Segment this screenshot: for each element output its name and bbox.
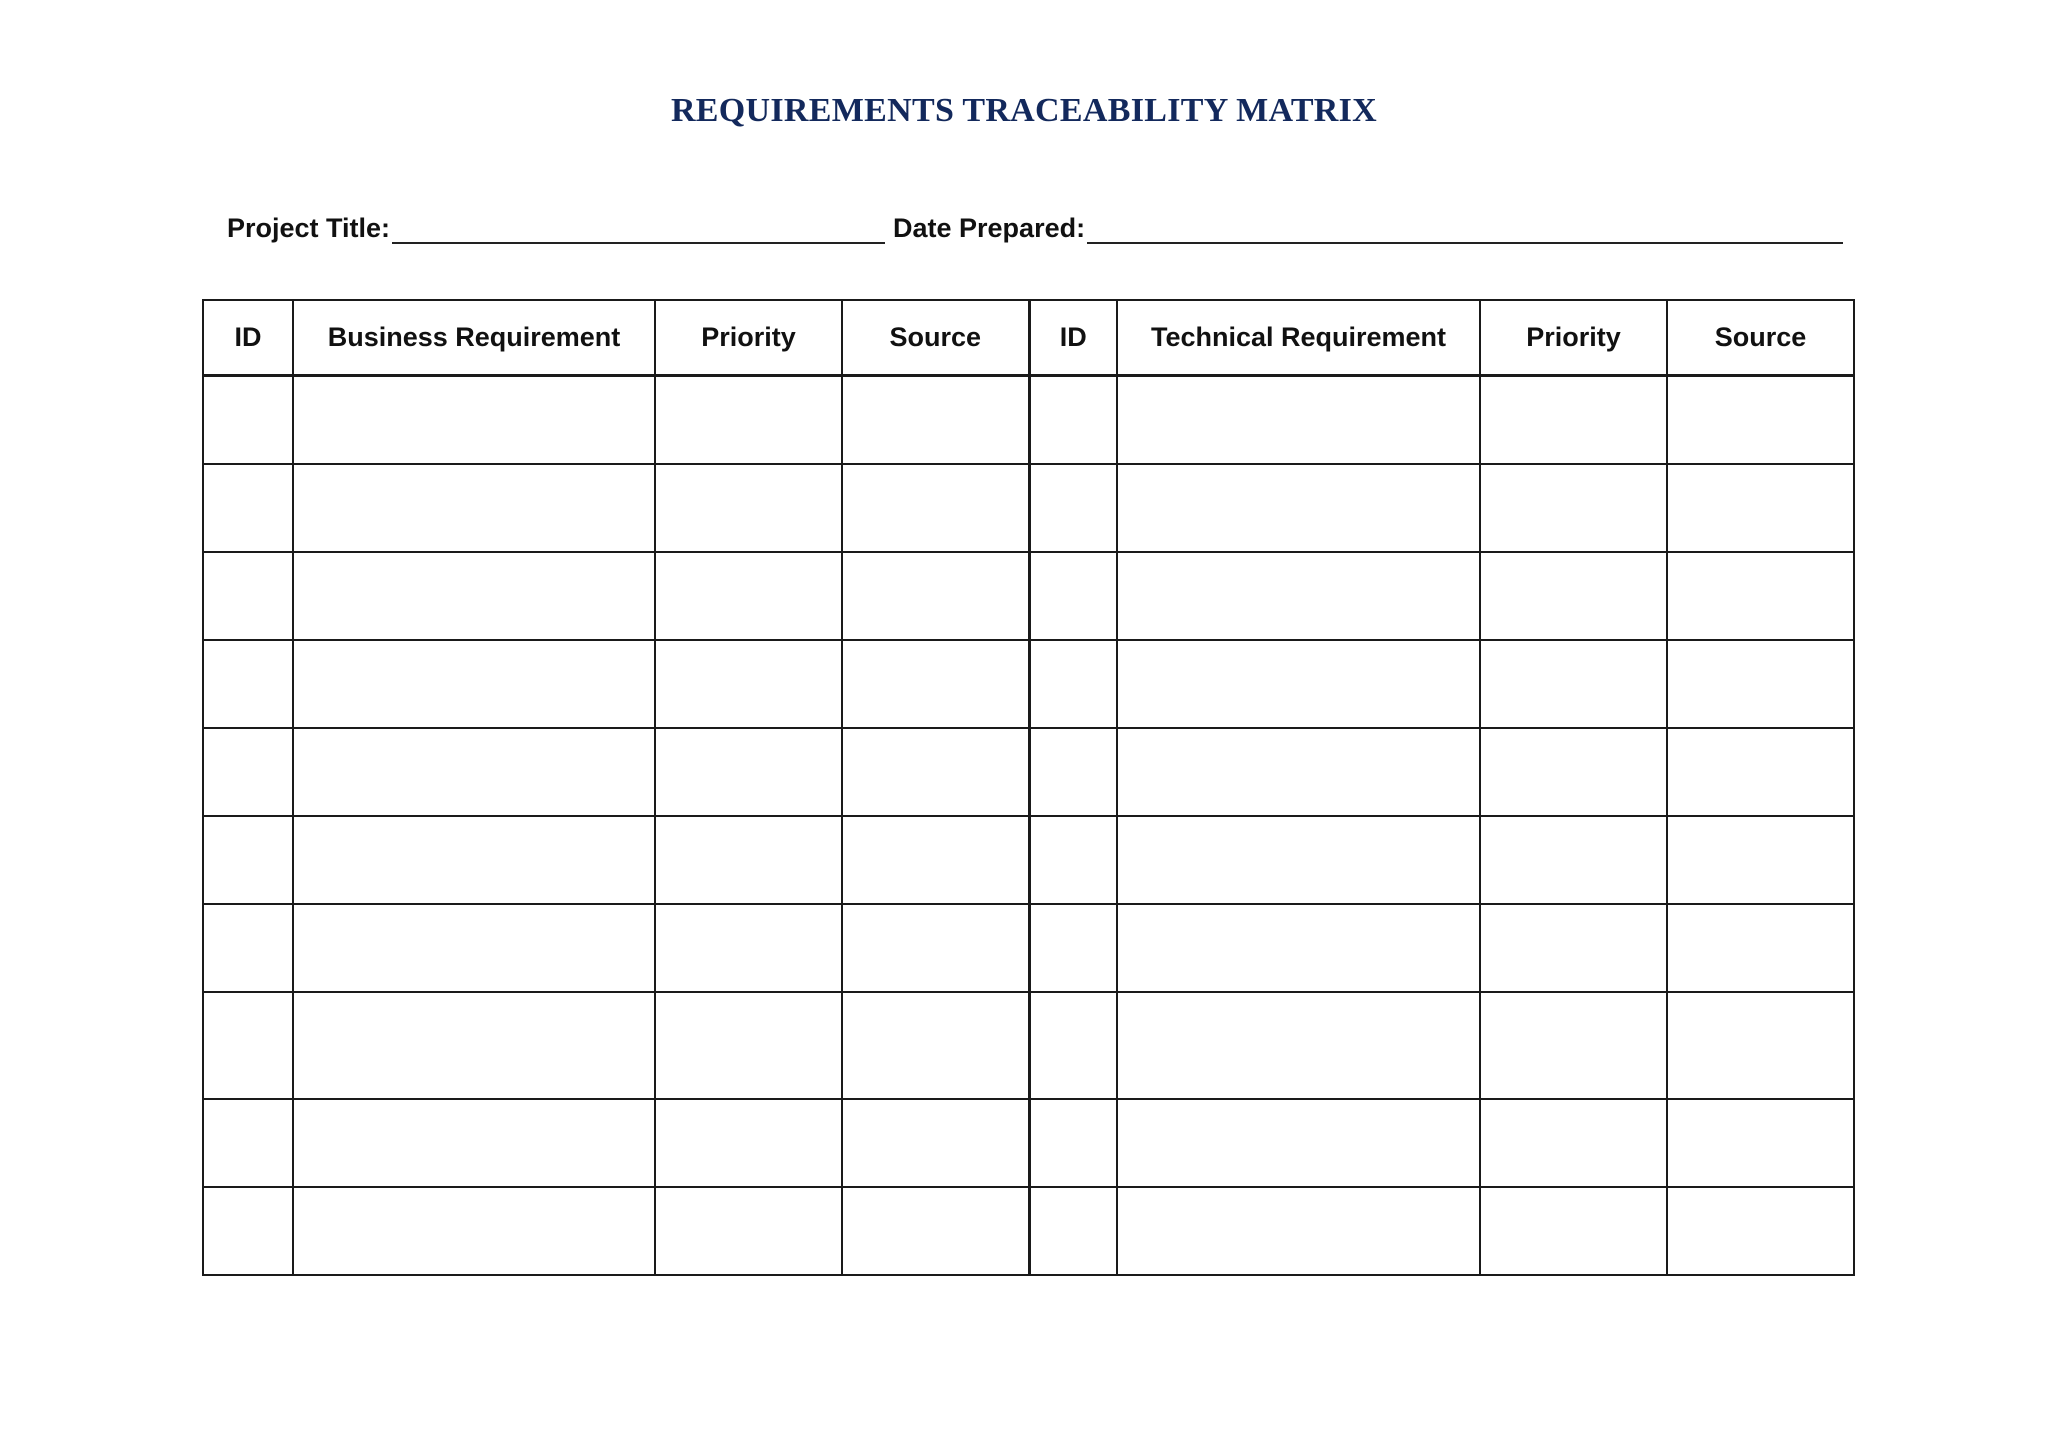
- business-id-cell[interactable]: [203, 1099, 293, 1187]
- technical-source-cell[interactable]: [1667, 992, 1854, 1099]
- business-source-cell[interactable]: [842, 1187, 1029, 1275]
- column-header-technical-source: Source: [1667, 300, 1854, 376]
- table-row: [203, 640, 1854, 728]
- business-id-cell[interactable]: [203, 728, 293, 816]
- technical-id-cell[interactable]: [1029, 464, 1117, 552]
- date-prepared-input-line[interactable]: [1087, 212, 1843, 244]
- technical-priority-cell[interactable]: [1480, 464, 1667, 552]
- table-header-row: [203, 300, 1854, 376]
- business-requirement-cell[interactable]: [293, 1187, 655, 1275]
- technical-source-cell[interactable]: [1667, 640, 1854, 728]
- business-requirement-cell[interactable]: [293, 464, 655, 552]
- technical-priority-cell[interactable]: [1480, 904, 1667, 992]
- technical-requirement-cell[interactable]: [1117, 464, 1480, 552]
- technical-source-cell[interactable]: [1667, 552, 1854, 640]
- business-requirement-cell[interactable]: [293, 640, 655, 728]
- technical-requirement-cell[interactable]: [1117, 552, 1480, 640]
- technical-priority-cell[interactable]: [1480, 1099, 1667, 1187]
- business-id-cell[interactable]: [203, 904, 293, 992]
- technical-priority-cell[interactable]: [1480, 816, 1667, 904]
- technical-source-cell[interactable]: [1667, 1187, 1854, 1275]
- table-row: [203, 1099, 1854, 1187]
- business-source-cell[interactable]: [842, 992, 1029, 1099]
- business-priority-cell[interactable]: [655, 728, 842, 816]
- business-source-cell[interactable]: [842, 904, 1029, 992]
- technical-id-cell[interactable]: [1029, 992, 1117, 1099]
- table-row: [203, 728, 1854, 816]
- business-priority-cell[interactable]: [655, 1187, 842, 1275]
- technical-id-cell[interactable]: [1029, 816, 1117, 904]
- technical-priority-cell[interactable]: [1480, 640, 1667, 728]
- business-source-cell[interactable]: [842, 552, 1029, 640]
- technical-priority-cell[interactable]: [1480, 376, 1667, 465]
- technical-id-cell[interactable]: [1029, 376, 1117, 465]
- technical-requirement-cell[interactable]: [1117, 376, 1480, 465]
- column-header-business-id: ID: [203, 300, 293, 376]
- business-source-cell[interactable]: [842, 640, 1029, 728]
- table-row: [203, 904, 1854, 992]
- business-id-cell[interactable]: [203, 1187, 293, 1275]
- business-requirement-cell[interactable]: [293, 1099, 655, 1187]
- business-source-cell[interactable]: [842, 1099, 1029, 1187]
- table-row: [203, 552, 1854, 640]
- business-requirement-cell[interactable]: [293, 904, 655, 992]
- business-requirement-cell[interactable]: [293, 816, 655, 904]
- business-priority-cell[interactable]: [655, 376, 842, 465]
- technical-requirement-cell[interactable]: [1117, 640, 1480, 728]
- technical-requirement-cell[interactable]: [1117, 1099, 1480, 1187]
- technical-requirement-cell[interactable]: [1117, 904, 1480, 992]
- technical-requirement-cell[interactable]: [1117, 728, 1480, 816]
- technical-id-cell[interactable]: [1029, 904, 1117, 992]
- technical-id-cell[interactable]: [1029, 552, 1117, 640]
- business-id-cell[interactable]: [203, 992, 293, 1099]
- traceability-table: [202, 299, 1855, 1276]
- business-priority-cell[interactable]: [655, 1099, 842, 1187]
- column-header-technical-priority: Priority: [1480, 300, 1667, 376]
- column-header-business-priority: Priority: [655, 300, 842, 376]
- business-priority-cell[interactable]: [655, 640, 842, 728]
- technical-requirement-cell[interactable]: [1117, 992, 1480, 1099]
- technical-requirement-cell[interactable]: [1117, 816, 1480, 904]
- technical-source-cell[interactable]: [1667, 816, 1854, 904]
- technical-priority-cell[interactable]: [1480, 728, 1667, 816]
- technical-source-cell[interactable]: [1667, 904, 1854, 992]
- table-row: [203, 816, 1854, 904]
- table-row: [203, 1187, 1854, 1275]
- business-priority-cell[interactable]: [655, 464, 842, 552]
- business-source-cell[interactable]: [842, 376, 1029, 465]
- table-row: [203, 464, 1854, 552]
- technical-priority-cell[interactable]: [1480, 992, 1667, 1099]
- table-body: [203, 376, 1854, 1276]
- business-source-cell[interactable]: [842, 816, 1029, 904]
- business-priority-cell[interactable]: [655, 992, 842, 1099]
- business-id-cell[interactable]: [203, 464, 293, 552]
- business-requirement-cell[interactable]: [293, 376, 655, 465]
- project-title-label: Project Title:: [227, 213, 391, 243]
- page-title: REQUIREMENTS TRACEABILITY MATRIX: [670, 92, 1378, 129]
- business-requirement-cell[interactable]: [293, 992, 655, 1099]
- technical-source-cell[interactable]: [1667, 728, 1854, 816]
- business-priority-cell[interactable]: [655, 552, 842, 640]
- business-id-cell[interactable]: [203, 552, 293, 640]
- business-priority-cell[interactable]: [655, 816, 842, 904]
- project-title-field: [227, 210, 885, 244]
- column-header-business-source: Source: [842, 300, 1029, 376]
- column-header-technical-requirement: Technical Requirement: [1117, 300, 1480, 376]
- business-id-cell[interactable]: [203, 376, 293, 465]
- column-header-business-requirement: Business Requirement: [293, 300, 655, 376]
- business-source-cell[interactable]: [842, 464, 1029, 552]
- business-priority-cell[interactable]: [655, 904, 842, 992]
- technical-id-cell[interactable]: [1029, 640, 1117, 728]
- date-prepared-field: [893, 210, 1843, 244]
- technical-source-cell[interactable]: [1667, 376, 1854, 465]
- technical-priority-cell[interactable]: [1480, 1187, 1667, 1275]
- business-source-cell[interactable]: [842, 728, 1029, 816]
- technical-source-cell[interactable]: [1667, 464, 1854, 552]
- technical-source-cell[interactable]: [1667, 1099, 1854, 1187]
- business-requirement-cell[interactable]: [293, 552, 655, 640]
- technical-requirement-cell[interactable]: [1117, 1187, 1480, 1275]
- table-row: [203, 376, 1854, 465]
- project-title-input-line[interactable]: [392, 212, 885, 244]
- technical-priority-cell[interactable]: [1480, 552, 1667, 640]
- table-row: [203, 992, 1854, 1099]
- column-header-technical-id: ID: [1029, 300, 1117, 376]
- business-id-cell[interactable]: [203, 640, 293, 728]
- business-id-cell[interactable]: [203, 816, 293, 904]
- date-prepared-label: Date Prepared:: [893, 213, 1086, 243]
- business-requirement-cell[interactable]: [293, 728, 655, 816]
- technical-id-cell[interactable]: [1029, 728, 1117, 816]
- technical-id-cell[interactable]: [1029, 1187, 1117, 1275]
- technical-id-cell[interactable]: [1029, 1099, 1117, 1187]
